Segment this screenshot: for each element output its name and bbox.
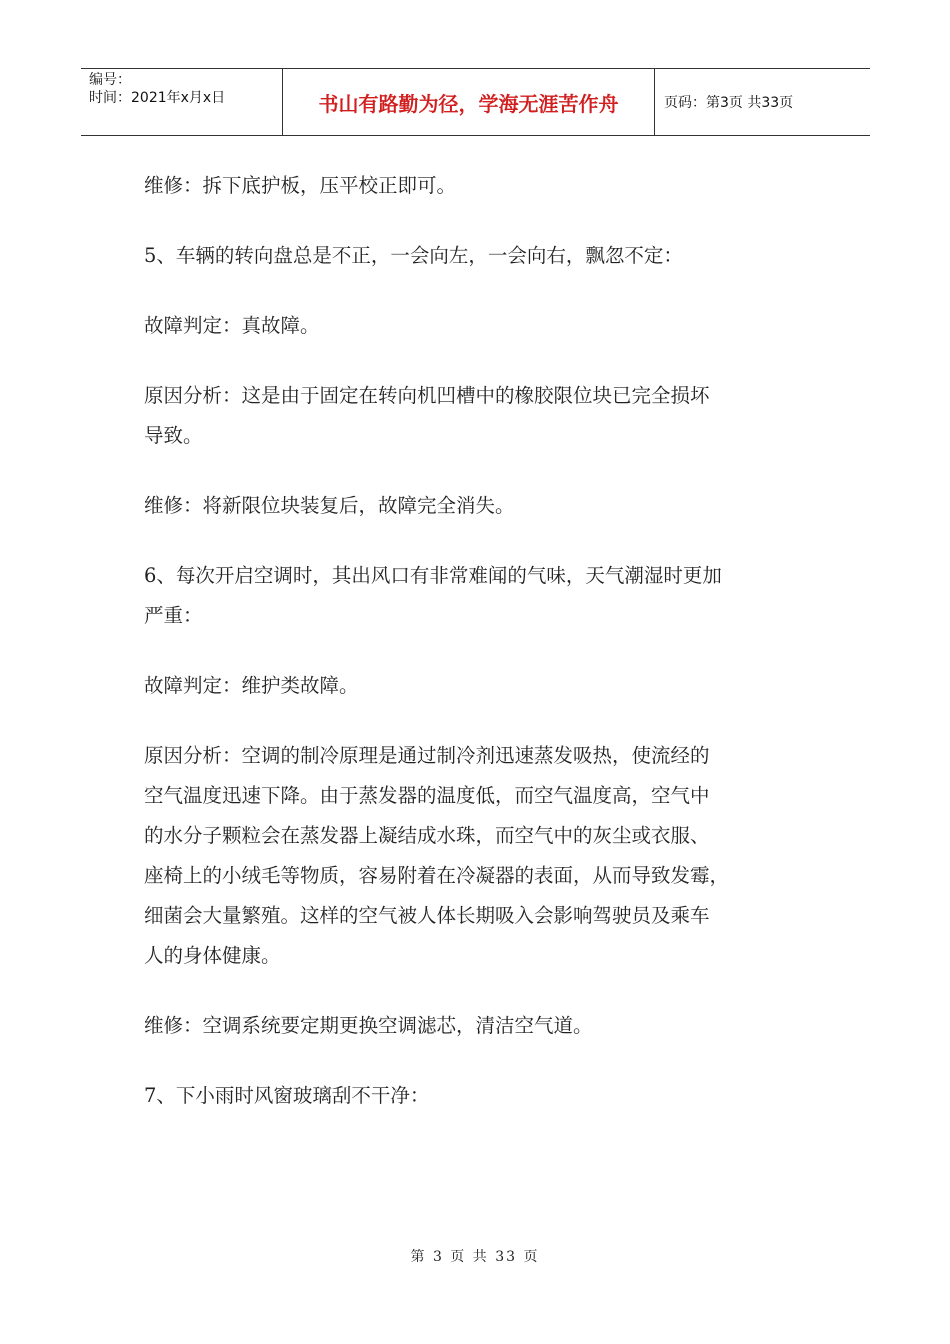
paragraph (144, 486, 834, 526)
paragraph (144, 1006, 834, 1046)
page-header (81, 68, 870, 136)
paragraph (144, 376, 834, 456)
text-line: 导致。 (144, 424, 203, 447)
page-footer: 第 3 页 共 33 页 (410, 1249, 540, 1265)
text-line: 原因分析：空调的制冷原理是通过制冷剂迅速蒸发吸热，使流经的 (144, 744, 710, 767)
text-line: 维修：拆下底护板，压平校正即可。 (144, 174, 457, 197)
header-meta (81, 69, 283, 135)
paragraph (144, 556, 834, 636)
number-label: 编号： (89, 72, 131, 88)
text-line: 严重： (144, 604, 203, 627)
document-body (144, 166, 834, 1146)
paragraph (144, 736, 834, 976)
paragraph (144, 1076, 834, 1116)
text-line: 7、下小雨时风窗玻璃刮不干净： (144, 1084, 430, 1107)
time-label: 时间：2021年x月x日 (89, 90, 226, 106)
header-motto: 书山有路勤为径，学海无涯苦作舟 (283, 69, 655, 135)
text-line: 故障判定：维护类故障。 (144, 674, 359, 697)
text-line: 细菌会大量繁殖。这样的空气被人体长期吸入会影响驾驶员及乘车 (144, 904, 710, 927)
paragraph (144, 306, 834, 346)
text-line: 原因分析：这是由于固定在转向机凹槽中的橡胶限位块已完全损坏 (144, 384, 710, 407)
text-line: 座椅上的小绒毛等物质，容易附着在冷凝器的表面，从而导致发霉， (144, 864, 730, 887)
text-line: 维修：空调系统要定期更换空调滤芯，清洁空气道。 (144, 1014, 593, 1037)
text-line: 5、车辆的转向盘总是不正，一会向左，一会向右，飘忽不定： (144, 244, 683, 267)
paragraph (144, 166, 834, 206)
text-line: 的水分子颗粒会在蒸发器上凝结成水珠，而空气中的灰尘或衣服、 (144, 824, 710, 847)
text-line: 空气温度迅速下降。由于蒸发器的温度低，而空气温度高，空气中 (144, 784, 710, 807)
paragraph (144, 666, 834, 706)
text-line: 人的身体健康。 (144, 944, 281, 967)
paragraph (144, 236, 834, 276)
header-page-info: 页码：第3页 共33页 (664, 95, 794, 111)
text-line: 6、每次开启空调时，其出风口有非常难闻的气味，天气潮湿时更加 (144, 564, 722, 587)
text-line: 故障判定：真故障。 (144, 314, 320, 337)
text-line: 维修：将新限位块装复后，故障完全消失。 (144, 494, 515, 517)
